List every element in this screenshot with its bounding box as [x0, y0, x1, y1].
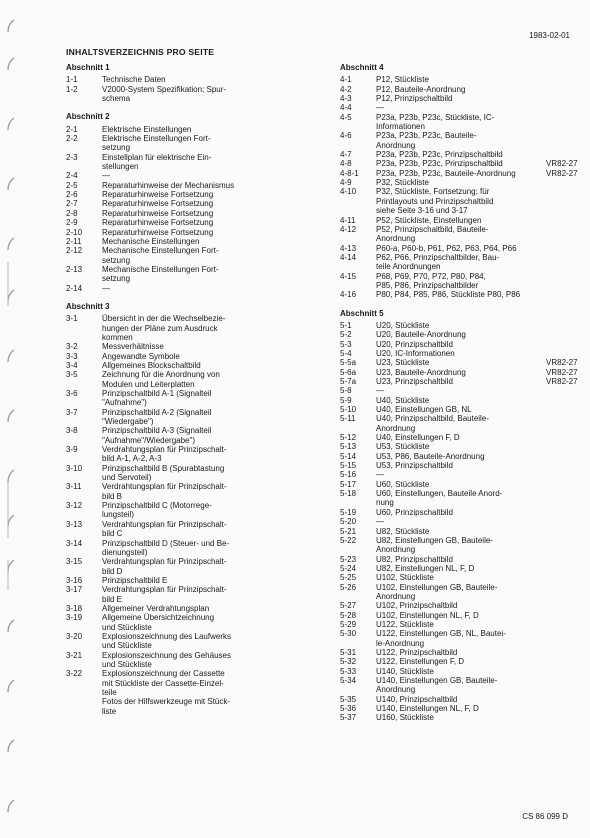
entry-page-number: 2-3 — [66, 152, 78, 162]
toc-entry — [340, 290, 580, 299]
toc-entry — [340, 272, 580, 291]
entry-title: Verdrahtungsplan für Prinzipschalt- bild C — [102, 519, 227, 539]
toc-entry — [66, 632, 331, 651]
entry-title: — — [376, 517, 384, 527]
entry-page-number: 3-10 — [66, 463, 83, 473]
entry-title: Technische Daten — [102, 75, 166, 85]
entry-page-number: 5-32 — [340, 657, 357, 667]
entry-page-number: 5-31 — [340, 647, 357, 657]
toc-entry — [340, 150, 580, 159]
toc-entry — [340, 527, 580, 536]
section-heading: Abschnitt 2 — [66, 112, 110, 122]
entry-page-number: 5-24 — [340, 563, 357, 573]
toc-entry — [66, 199, 331, 208]
entry-title: P52, Prinzipschaltbild, Bauteile- Anordnung — [376, 224, 489, 244]
toc-entry — [66, 342, 331, 351]
toc-entry — [66, 75, 331, 84]
entry-title: P23a, P23b, P23c, Prinzipschaltbild — [376, 159, 503, 169]
entry-page-number: 5-20 — [340, 517, 357, 527]
entry-title: Messverhältnisse — [102, 342, 164, 352]
toc-entry — [66, 651, 331, 670]
entry-page-number: 4-9 — [340, 178, 352, 188]
entry-page-number: 4-13 — [340, 243, 357, 253]
toc-entry — [340, 573, 580, 582]
section-heading: Abschnitt 5 — [340, 308, 384, 318]
entry-title: Allgemeiner Verdrahtungsplan — [102, 603, 210, 613]
entry-page-number: 2-2 — [66, 134, 78, 144]
entry-title: U140, Einstellungen NL, F, D — [376, 704, 479, 714]
entry-title: U23, Bauteile-Anordnung — [376, 367, 466, 377]
entry-page-number: 4-10 — [340, 187, 357, 197]
entry-page-number: 3-13 — [66, 519, 83, 529]
entry-page-number: 5-21 — [340, 526, 357, 536]
entry-title: Prinzipschaltbild C (Motorrege- lungsteil) — [102, 501, 212, 520]
entry-title: U102, Prinzipschaltbild — [376, 601, 458, 611]
toc-entry — [340, 452, 580, 461]
entry-title: U82, Einstellungen NL, F, D — [376, 563, 475, 573]
toc-entry — [66, 181, 331, 190]
entry-title: P32, Stückliste — [376, 178, 429, 188]
entry-page-number: 5-2 — [340, 330, 352, 340]
entry-page-number: 5-1 — [340, 320, 352, 330]
entry-version-tag: VR82-27 — [546, 377, 578, 386]
entry-title: — — [376, 103, 384, 113]
entry-title: U53, Stückliste — [376, 442, 430, 452]
toc-entry — [340, 620, 580, 629]
toc-entry — [340, 508, 580, 517]
toc-entry — [340, 442, 580, 451]
toc-entry — [340, 704, 580, 713]
entry-page-number: 5-16 — [340, 470, 357, 480]
page-title: INHALTSVERZEICHNIS PRO SEITE — [66, 47, 215, 57]
toc-entry — [66, 426, 331, 445]
entry-page-number: 2-12 — [66, 246, 83, 256]
toc-entry — [340, 349, 580, 358]
entry-page-number: 3-2 — [66, 342, 78, 352]
entry-title: U82, Prinzipschaltbild — [376, 554, 453, 564]
entry-page-number: 3-22 — [66, 669, 83, 679]
entry-title: Elektrische Einstellungen — [102, 124, 192, 134]
toc-entry — [340, 159, 580, 168]
entry-title: U40, Prinzipschaltbild, Bauteile- Anordnung — [376, 414, 489, 433]
entry-title: Angewandte Symbole — [102, 351, 180, 361]
toc-entry — [340, 131, 580, 150]
toc-entry — [66, 246, 331, 265]
entry-title: U23, Prinzipschaltbild — [376, 377, 453, 386]
entry-page-number: 2-5 — [66, 180, 78, 190]
entry-page-number: 3-3 — [66, 351, 78, 361]
entry-title: U122, Prinzipschaltbild — [376, 647, 458, 657]
entry-page-number: 2-1 — [66, 124, 78, 134]
entry-title: U60, Stückliste — [376, 479, 430, 489]
entry-page-number: 3-18 — [66, 603, 83, 613]
entry-page-number: 2-10 — [66, 227, 83, 237]
section-heading: Abschnitt 4 — [340, 63, 384, 72]
entry-page-number: 3-19 — [66, 613, 83, 623]
entry-title: P32, Stückliste, Fortsetzung; für Printlayouts und Prinzipschaltbild siehe Seite 3-16 und 3-17 — [376, 187, 494, 216]
toc-entry — [66, 209, 331, 218]
entry-page-number: 5-14 — [340, 451, 357, 461]
entry-title: P12, Prinzipschaltbild — [376, 94, 453, 104]
entry-title: — — [102, 171, 110, 181]
toc-entry — [66, 125, 331, 134]
document-code: CS 86 099 D — [522, 812, 568, 821]
toc-entry — [66, 153, 331, 172]
entry-page-number: 3-8 — [66, 426, 78, 436]
entry-page-number: 5-12 — [340, 433, 357, 443]
entry-title: Prinzipschaltbild A-2 (Signalteil "Wiedergabe") — [102, 407, 212, 427]
entry-page-number: 5-30 — [340, 629, 357, 639]
entry-page-number: 4-11 — [340, 215, 356, 225]
toc-entry — [66, 237, 331, 246]
entry-page-number: 5-25 — [340, 573, 357, 583]
toc-entry — [340, 555, 580, 564]
toc-entry — [340, 103, 580, 112]
toc-entry — [66, 501, 331, 520]
section-heading: Abschnitt 3 — [66, 301, 110, 311]
entry-page-number: 5-36 — [340, 704, 357, 714]
entry-title: U122, Einstellungen F, D — [376, 657, 465, 667]
toc-entry — [66, 265, 331, 284]
section-gap — [340, 300, 580, 309]
entry-page-number: 4-8-1 — [340, 168, 359, 178]
entry-page-number: 4-4 — [340, 103, 352, 113]
toc-entry — [340, 405, 580, 414]
toc-entry — [340, 470, 580, 479]
entry-title: U23, Stückliste — [376, 358, 430, 368]
entry-title: U140, Prinzipschaltbild — [376, 694, 458, 704]
section-heading: Abschnitt 1 — [66, 63, 110, 72]
entry-title: U53, Prinzipschaltbild — [376, 461, 453, 471]
entry-page-number: 3-12 — [66, 501, 83, 511]
toc-entry — [340, 386, 580, 395]
entry-page-number: 2-4 — [66, 171, 78, 181]
entry-title: U82, Einstellungen GB, Bauteile- Anordnung — [376, 535, 493, 555]
entry-title: P12, Stückliste — [376, 75, 429, 85]
toc-entry — [340, 611, 580, 620]
entry-title: Verdrahtungsplan für Prinzipschalt- bild E — [102, 585, 227, 604]
entry-title: Prinzipschaltbild A-3 (Signalteil "Aufnahme"/Wiedergabe") — [102, 426, 212, 445]
entry-title: U60, Prinzipschaltbild — [376, 507, 453, 517]
entry-page-number: 2-9 — [66, 218, 78, 228]
entry-page-number: 4-3 — [340, 94, 352, 104]
entry-title: Prinzipschaltbild E — [102, 575, 168, 585]
toc-entry — [340, 340, 580, 349]
entry-page-number: 5-35 — [340, 694, 357, 704]
entry-page-number: 4-7 — [340, 150, 352, 160]
toc-entry — [340, 187, 580, 215]
entry-title: Einstellplan für elektrische Ein- stellungen — [102, 152, 212, 172]
entry-page-number: 5-33 — [340, 666, 357, 676]
toc-entry — [340, 253, 580, 272]
entry-title: U60, Einstellungen, Bauteile Anord- nung — [376, 489, 503, 508]
entry-title: Verdrahtungsplan für Prinzipschalt- bild A-1, A-2, A-3 — [102, 445, 227, 464]
toc-entry — [66, 576, 331, 585]
entry-title: P12, Bauteile-Anordnung — [376, 84, 466, 94]
toc-entry — [340, 695, 580, 704]
entry-page-number: 5-23 — [340, 554, 357, 564]
entry-page-number: 4-2 — [340, 84, 352, 94]
entry-page-number: 5-17 — [340, 479, 357, 489]
entry-page-number: 5-7a — [340, 377, 357, 386]
entry-page-number: 3-11 — [66, 482, 82, 492]
entry-title: Zeichnung für die Anordnung von Modulen und Leiterplatten — [102, 370, 220, 389]
toc-entry — [340, 676, 580, 695]
entry-title: P23a, P23b, P23c, Bauteile- Anordnung — [376, 131, 477, 150]
entry-page-number: 3-21 — [66, 650, 83, 660]
entry-title: P23a, P23b, P23c, Bauteile-Anordnung — [376, 168, 516, 178]
toc-entry — [66, 520, 331, 539]
entry-title: U20, IC-Informationen — [376, 348, 455, 358]
entry-title: P80, P84, P85, P86, Stückliste P80, P86 — [376, 290, 521, 300]
entry-page-number: 4-14 — [340, 252, 357, 262]
entry-title: Übersicht in der die Wechselbezie- hungen der Pläne zum Ausdruck kommen — [102, 314, 226, 342]
entry-title: — — [376, 386, 384, 396]
entry-title: P62, P66, Prinzipschaltbilder, Bau- teile Anordnungen — [376, 252, 500, 272]
toc-entry — [340, 169, 580, 178]
toc-entry — [340, 377, 580, 386]
entry-title: U20, Bauteile-Anordnung — [376, 330, 466, 340]
entry-title: Verdrahtungsplan für Prinzipschalt- bild D — [102, 557, 227, 576]
toc-entry — [66, 604, 331, 613]
entry-version-tag: VR82-27 — [546, 159, 578, 169]
toc-entry — [340, 489, 580, 508]
entry-title: U122, Einstellungen GB, NL, Bautei- le-Anordnung — [376, 629, 506, 648]
toc-entry — [340, 244, 580, 253]
toc-entry — [66, 482, 331, 501]
toc-entry — [66, 464, 331, 483]
toc-entry — [340, 657, 580, 666]
entry-page-number: 3-16 — [66, 575, 83, 585]
toc-entry — [340, 85, 580, 94]
entry-page-number: 3-7 — [66, 407, 78, 417]
toc-entry — [340, 517, 580, 526]
toc-entry — [340, 601, 580, 610]
entry-page-number: 3-17 — [66, 585, 83, 595]
toc-entry — [66, 85, 331, 104]
toc-entry — [340, 368, 580, 377]
left-column — [66, 63, 331, 716]
toc-entry — [66, 585, 331, 604]
toc-entry — [66, 613, 331, 632]
toc-entry — [340, 629, 580, 648]
toc-entry — [340, 321, 580, 330]
entry-title: U160, Stückliste — [376, 713, 434, 723]
document-date: 1983-02-01 — [529, 31, 570, 40]
entry-page-number: 2-7 — [66, 199, 78, 209]
entry-page-number: 3-5 — [66, 370, 78, 380]
toc-entry — [340, 330, 580, 339]
entry-page-number: 2-8 — [66, 208, 78, 218]
entry-page-number: 5-22 — [340, 535, 357, 545]
toc-entry — [340, 564, 580, 573]
entry-title: Reparaturhinweise Fortsetzung — [102, 190, 214, 200]
entry-page-number: 3-1 — [66, 314, 78, 324]
toc-entry — [66, 408, 331, 427]
toc-entry — [340, 178, 580, 187]
entry-page-number: 4-1 — [340, 75, 352, 85]
entry-title: Elektrische Einstellungen Fort- setzung — [102, 134, 211, 153]
entry-page-number: 2-11 — [66, 236, 82, 246]
toc-entry — [340, 396, 580, 405]
toc-entry — [340, 414, 580, 433]
entry-title: U40, Einstellungen GB, NL — [376, 405, 472, 415]
entry-page-number: 5-34 — [340, 676, 357, 685]
toc-entry — [340, 113, 580, 132]
entry-title: Reparaturhinweise Fortsetzung — [102, 218, 214, 228]
toc-entry — [66, 190, 331, 199]
entry-version-tag: VR82-27 — [546, 367, 578, 377]
entry-title: — — [376, 470, 384, 480]
toc-entry — [66, 171, 331, 180]
entry-page-number: 5-18 — [340, 489, 357, 499]
toc-entry — [340, 583, 580, 602]
entry-page-number: 5-28 — [340, 610, 357, 620]
entry-page-number: 3-4 — [66, 360, 78, 370]
entry-title: Mechanische Einstellungen — [102, 236, 200, 246]
entry-title: P23a, P23b, P23c, Prinzipschaltbild — [376, 150, 503, 160]
toc-entry — [340, 461, 580, 470]
entry-title: U102, Einstellungen NL, F, D — [376, 610, 479, 620]
toc-entry — [340, 536, 580, 555]
entry-page-number: 5-4 — [340, 348, 352, 358]
toc-entry — [340, 713, 580, 722]
entry-title: U53, P86, Bauteile-Anordnung — [376, 451, 485, 461]
toc-entry — [340, 216, 580, 225]
toc-entry — [66, 539, 331, 558]
entry-page-number: 4-5 — [340, 112, 352, 122]
entry-title: V2000-System Spezifikation; Spur- schema — [102, 84, 227, 104]
entry-page-number: 5-29 — [340, 619, 357, 629]
entry-title: U20, Prinzipschaltbild — [376, 339, 453, 349]
toc-entry — [66, 557, 331, 576]
entry-title: Reparaturhinweise Fortsetzung — [102, 227, 214, 237]
entry-page-number: 2-6 — [66, 190, 78, 200]
toc-entry — [66, 361, 331, 370]
entry-version-tag: VR82-27 — [546, 168, 578, 178]
entry-title: Reparaturhinweise der Mechanismus — [102, 180, 235, 190]
toc-entry — [66, 284, 331, 293]
section-gap — [66, 293, 331, 302]
entry-page-number: 3-14 — [66, 538, 83, 548]
toc-entry — [66, 669, 331, 716]
entry-page-number: 3-9 — [66, 445, 78, 455]
entry-page-number: 5-19 — [340, 507, 357, 517]
entry-title: U20, Stückliste — [376, 320, 430, 330]
entry-page-number: 1-2 — [66, 84, 78, 94]
toc-entry — [340, 75, 580, 84]
entry-title: Mechanische Einstellungen Fort- setzung — [102, 246, 219, 265]
entry-page-number: 5-3 — [340, 339, 352, 349]
entry-title: U102, Stückliste — [376, 573, 434, 583]
entry-page-number: 5-15 — [340, 461, 357, 471]
entry-title: U140, Einstellungen GB, Bauteile- Anordnung — [376, 676, 498, 695]
entry-page-number: 5-37 — [340, 713, 357, 723]
entry-page-number: 3-15 — [66, 557, 83, 567]
toc-entry — [340, 433, 580, 442]
entry-page-number: 5-5a — [340, 358, 357, 368]
entry-title: Explosionszeichnung des Laufwerks und Stückliste — [102, 631, 231, 651]
entry-title: — — [102, 283, 110, 293]
entry-page-number: 4-8 — [340, 159, 352, 169]
entry-title: U40, Stückliste — [376, 395, 430, 405]
entry-page-number: 4-12 — [340, 224, 357, 234]
entry-page-number: 4-15 — [340, 271, 357, 281]
entry-title: Reparaturhinweise Fortsetzung — [102, 199, 214, 209]
toc-entry — [340, 94, 580, 103]
right-column — [340, 63, 580, 723]
section-gap — [66, 103, 331, 112]
entry-page-number: 2-13 — [66, 264, 83, 274]
entry-title: Prinzipschaltbild B (Spurabtastung und Servoteil) — [102, 463, 225, 483]
entry-page-number: 4-16 — [340, 290, 357, 300]
toc-entry — [340, 648, 580, 657]
entry-title: P60-a, P60-b, P61, P62, P63, P64, P66 — [376, 243, 517, 253]
toc-entry — [66, 228, 331, 237]
entry-page-number: 5-26 — [340, 582, 357, 592]
toc-entry — [66, 370, 331, 389]
entry-page-number: 2-14 — [66, 283, 83, 293]
entry-page-number: 5-8 — [340, 386, 352, 396]
toc-entry — [340, 225, 580, 244]
toc-entry — [66, 218, 331, 227]
entry-title: U102, Einstellungen GB, Bauteile- Anordnung — [376, 582, 498, 601]
entry-page-number: 5-27 — [340, 601, 357, 611]
entry-title: U122, Stückliste — [376, 619, 434, 629]
entry-title: P23a, P23b, P23c, Stückliste, IC- Informationen — [376, 112, 495, 132]
toc-entry — [340, 358, 580, 367]
entry-title: Explosionszeichnung der Cassette mit Stückliste der Cassette-Einzel- teile Fotos der Hilfswerkzeuge mit Stück- liste — [102, 669, 231, 716]
entry-page-number: 5-9 — [340, 395, 352, 405]
entry-title: Allgemeines Blockschaltbild — [102, 360, 201, 370]
entry-title: Explosionszeichnung des Gehäuses und Stückliste — [102, 650, 231, 669]
entry-title: Allgemeine Übersichtzeichnung und Stückliste — [102, 613, 215, 632]
entry-page-number: 4-6 — [340, 131, 352, 141]
entry-title: P68, P69, P70, P72, P80, P84, P85, P86, Prinzipschaltbilder — [376, 271, 486, 290]
toc-entry — [66, 389, 331, 408]
entry-page-number: 1-1 — [66, 75, 78, 85]
entry-title: U140, Stückliste — [376, 666, 434, 676]
entry-title: Mechanische Einstellungen Fort- setzung — [102, 264, 219, 284]
entry-title: Prinzipschaltbild A-1 (Signalteil "Aufnahme") — [102, 389, 212, 408]
entry-title: U82, Stückliste — [376, 526, 430, 536]
toc-entry — [340, 667, 580, 676]
entry-page-number: 5-10 — [340, 405, 357, 415]
entry-page-number: 5-6a — [340, 367, 357, 377]
toc-entry — [66, 134, 331, 153]
toc-entry — [340, 480, 580, 489]
entry-title: P52, Stückliste, Einstellungen — [376, 215, 482, 225]
toc-entry — [66, 314, 331, 342]
entry-page-number: 3-20 — [66, 631, 83, 641]
entry-title: Reparaturhinweise Fortsetzung — [102, 208, 214, 218]
entry-title: U40, Einstellungen F, D — [376, 433, 460, 443]
toc-entry — [66, 352, 331, 361]
entry-version-tag: VR82-27 — [546, 358, 578, 368]
entry-title: Prinzipschaltbild D (Steuer- und Be- dienungsteil) — [102, 538, 230, 557]
entry-page-number: 3-6 — [66, 389, 78, 398]
binder-rings — [0, 0, 40, 838]
entry-title: Verdrahtungsplan für Prinzipschalt- bild B — [102, 482, 227, 501]
entry-page-number: 5-11 — [340, 414, 356, 424]
entry-page-number: 5-13 — [340, 442, 357, 452]
toc-entry — [66, 445, 331, 464]
